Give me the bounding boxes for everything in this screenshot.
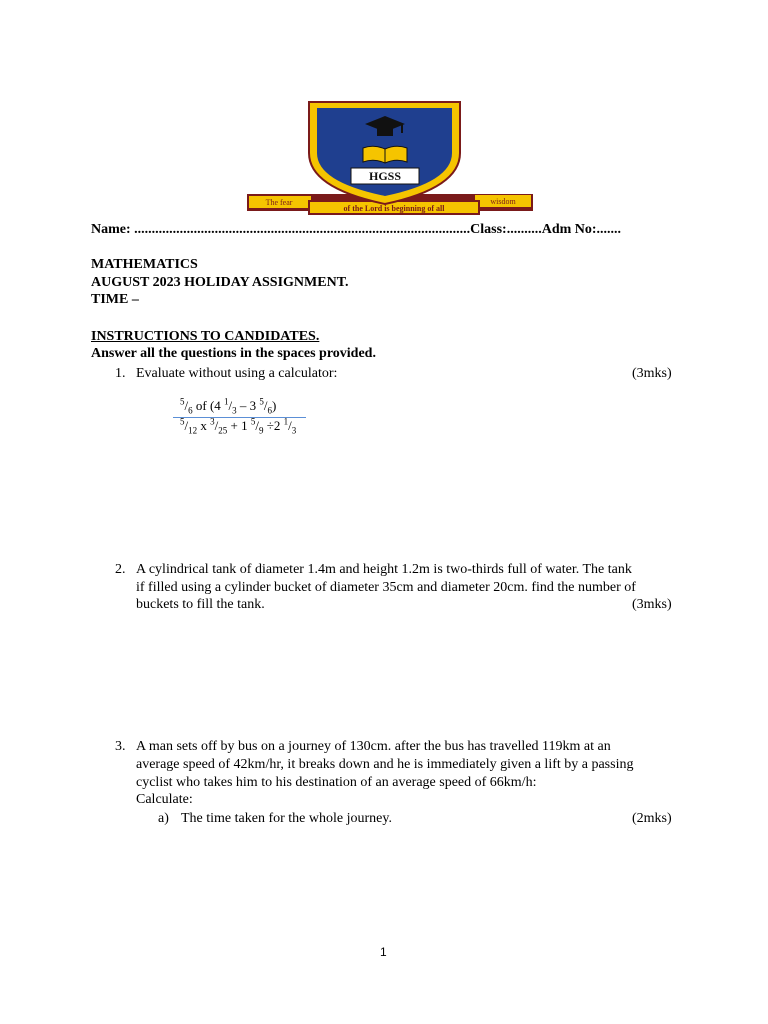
question-3a-label: a): [158, 811, 169, 826]
instructions-heading: INSTRUCTIONS TO CANDIDATES.: [91, 329, 320, 344]
page-number: 1: [380, 945, 387, 959]
question-3-number: 3.: [115, 739, 126, 754]
question-2-number: 2.: [115, 562, 126, 577]
question-2-line-1: A cylindrical tank of diameter 1.4m and height 1.2m is two-thirds full of water. The tank: [136, 562, 632, 577]
question-1-fraction-denominator: $^5/_{12}$ x $^3/_{25} + 1$ $^5/_9 \div 2$ $^1/_3$: [180, 416, 297, 436]
question-1-marks: (3mks): [632, 366, 672, 381]
question-2-line-2: if filled using a cylinder bucket of diameter 35cm and diameter 20cm. find the number of: [136, 580, 636, 595]
question-3a-marks: (2mks): [632, 811, 672, 826]
question-2-line-3: buckets to fill the tank.: [136, 597, 265, 612]
question-1-number: 1.: [115, 366, 126, 381]
assignment-title: AUGUST 2023 HOLIDAY ASSIGNMENT.: [91, 275, 349, 290]
instructions-text: Answer all the questions in the spaces provided.: [91, 346, 376, 361]
crest-name: HGSS: [368, 169, 402, 183]
question-2-marks: (3mks): [632, 597, 672, 612]
student-details-line: Name: ................................................................................................Class:..........Adm No:.......: [91, 222, 622, 237]
question-1-text: Evaluate without using a calculator:: [136, 366, 338, 381]
motto-right: wisdom: [490, 197, 516, 206]
motto-middle: of the Lord is beginning of all: [343, 204, 445, 213]
motto-left: The fear: [265, 198, 293, 207]
question-3-line-3: cyclist who takes him to his destination of an average speed of 66km/h:: [136, 775, 537, 790]
subject-title: MATHEMATICS: [91, 257, 198, 272]
question-1-fraction-numerator: $^5/_6$ of (4 $^1/_3 - 3$ $^5/_6$): [180, 396, 277, 416]
question-3-line-2: average speed of 42km/hr, it breaks down and he is immediately given a lift by a passing: [136, 757, 634, 772]
school-crest-logo: [245, 98, 535, 216]
question-3-line-4: Calculate:: [136, 792, 193, 807]
time-label: TIME –: [91, 292, 139, 307]
question-3a-text: The time taken for the whole journey.: [181, 811, 392, 826]
question-3-line-1: A man sets off by bus on a journey of 130cm. after the bus has travelled 119km at an: [136, 739, 611, 754]
